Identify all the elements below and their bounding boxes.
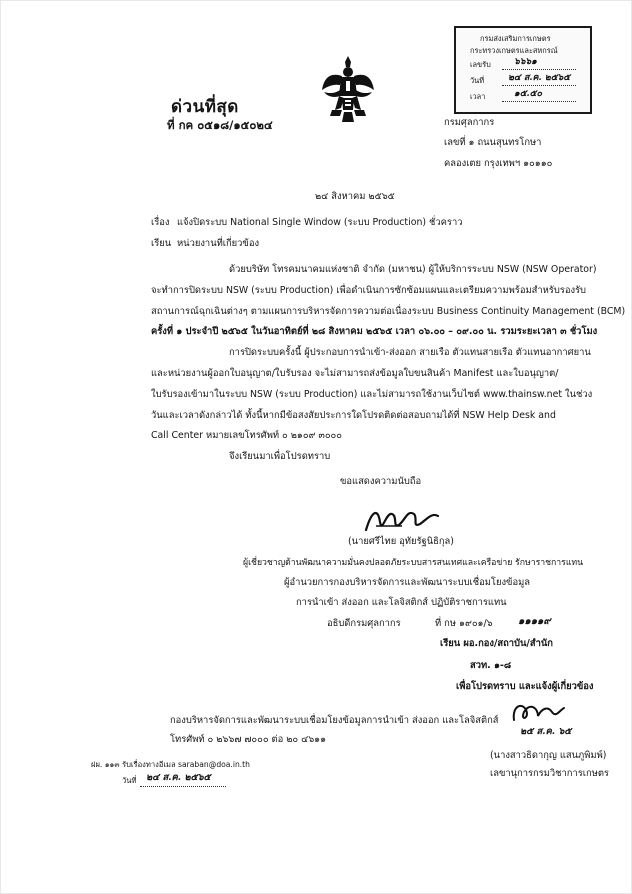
footer-phone: โทรศัพท์ ๐ ๒๖๖๗ ๗๐๐๐ ต่อ ๒๐ ๔๖๑๑ (170, 734, 327, 745)
recipient-text: หน่วยงานที่เกี่ยวข้อง (177, 238, 260, 249)
signatory-title3: การนำเข้า ส่งออก และโลจิสติกส์ ปฏิบัติราชการแทน (296, 597, 507, 608)
subject-text: แจ้งปิดระบบ National Single Window (ระบบ Production) ชั่วคราว (177, 217, 463, 228)
routing-person: (นางสาวธิดากุญ แสนภูพิมพ์) (490, 750, 607, 761)
routing-person-title: เลขานุการกรมวิชาการเกษตร (490, 768, 609, 779)
body-p2-line4: วันและเวลาดังกล่าวได้ ทั้งนี้หากมีข้อสงสัยประการใดโปรดติดต่อสอบถามได้ที่ NSW Help Desk and (151, 410, 556, 421)
stamp-org-line2: กระทรวงเกษตรและสหกรณ์ (470, 46, 558, 55)
document-number: ที่ กค ๐๕๑๘/๑๕๐๒๔ (167, 118, 273, 132)
subject-label: เรื่อง (151, 217, 170, 228)
routing-line2: สวท. ๑-๘ (470, 660, 512, 671)
salutation: ขอแสดงความนับถือ (340, 476, 422, 487)
routing-ref: ที่ กษ ๑๙๐๑/๖ (435, 618, 493, 629)
body-p2-line5: Call Center หมายเลขโทรศัพท์ ๐ ๒๑๐๙ ๓๐๐๐ (151, 430, 343, 441)
stamp-org-line1: กรมส่งเสริมการเกษตร (480, 34, 551, 43)
receipt-stamp (454, 26, 592, 114)
received-date-value: ๒๔ ส.ค. ๒๕๖๕ (146, 772, 211, 783)
signature-mark (362, 504, 442, 536)
body-p1-line2: จะทำการปิดระบบ NSW (ระบบ Production) เพื่อดำเนินการซักซ้อมแผนและเตรียมความพร้อมสำหรับรองรับ (151, 285, 587, 296)
body-p2-line1: การปิดระบบครั้งนี้ ผู้ประกอบการนำเข้า-ส่งออก สายเรือ ตัวแทนสายเรือ ตัวแทนอากาศยาน (229, 347, 591, 358)
signatory-title1: ผู้เชี่ยวชาญด้านพัฒนาความมั่นคงปลอดภัยระบบสารสนเทศและเครือข่าย รักษาราชการแทน (243, 558, 584, 568)
sender-line2: เลขที่ ๑ ถนนสุนทรโกษา (444, 137, 542, 148)
initials-mark (508, 698, 568, 726)
signatory-title2: ผู้อำนวยการกองบริหารจัดการและพัฒนาระบบเชื่อมโยงข้อมูล (284, 577, 531, 588)
document-date: ๒๔ สิงหาคม ๒๕๖๕ (315, 191, 395, 202)
received-date-label: วันที่ (122, 776, 137, 785)
fax-header: ฝผ. ๑๑๓ (91, 760, 120, 769)
recipient-label: เรียน (151, 238, 172, 249)
sender-line3: คลองเตย กรุงเทพฯ ๑๐๑๑๐ (444, 158, 553, 169)
initial-date: ๒๕ ส.ค. ๖๕ (520, 726, 572, 737)
garuda-emblem (320, 52, 376, 126)
stamp-date-label: วันที่ (470, 76, 485, 85)
footer-department: กองบริหารจัดการและพัฒนาระบบเชื่อมโยงข้อมูลการนำเข้า ส่งออก และโลจิสติกส์ (170, 715, 499, 726)
urgency-label: ด่วนที่สุด (171, 97, 239, 117)
signatory-name: (นายศรีไทย อุทัยรัฐนิธิกุล) (348, 536, 454, 547)
body-p1-line4: ครั้งที่ ๑ ประจำปี ๒๕๖๕ ในวันอาทิตย์ที่ ๒๘ สิงหาคม ๒๕๖๕ เวลา ๐๖.๐๐ – ๐๙.๐๐ น. รวมระยะเวลา ๓ ชั่วโมง (151, 326, 598, 337)
received-date-rule (140, 786, 226, 787)
stamp-time-value: ๑๕.๕๐ (514, 89, 542, 99)
sender-line1: กรมศุลกากร (444, 117, 495, 128)
stamp-number-value: ๖๖๖๑ (514, 57, 537, 67)
body-p2-line3: ใบรับรองเข้ามาในระบบ NSW (ระบบ Production) และไม่สามารถใช้งานเว็บไซต์ www.thainsw.net ในช่วง (151, 389, 593, 400)
signatory-title4: อธิบดีกรมศุลกากร (327, 618, 401, 629)
body-p2-line2: และหน่วยงานผู้ออกใบอนุญาต/ใบรับรอง จะไม่สามารถส่งข้อมูลใบขนสินค้า Manifest และใบอนุญาต/ (151, 368, 559, 379)
stamp-date-value: ๒๔ ส.ค. ๒๕๖๕ (508, 73, 571, 83)
body-p1-line1: ด้วยบริษัท โทรคมนาคมแห่งชาติ จำกัด (มหาชน) ผู้ให้บริการระบบ NSW (NSW Operator) (229, 264, 597, 275)
closing-request: จึงเรียนมาเพื่อโปรดทราบ (229, 451, 331, 462)
routing-line1: เรียน ผอ.กอง/สถาบัน/สำนัก (440, 638, 553, 649)
received-email: รับเรื่องทางอีเมล saraban@doa.in.th (122, 760, 250, 769)
stamp-time-label: เวลา (470, 92, 486, 101)
routing-line3: เพื่อโปรดทราบ และแจ้งผู้เกี่ยวข้อง (456, 681, 594, 692)
routing-ref-number: ๑๑๑๑๙ (518, 616, 551, 627)
body-p1-line3: สถานการณ์ฉุกเฉินต่างๆ ตามแผนการบริหารจัดการความต่อเนื่องระบบ Business Continuity Management (BCM) (151, 306, 626, 317)
stamp-number-label: เลขรับ (470, 60, 491, 69)
